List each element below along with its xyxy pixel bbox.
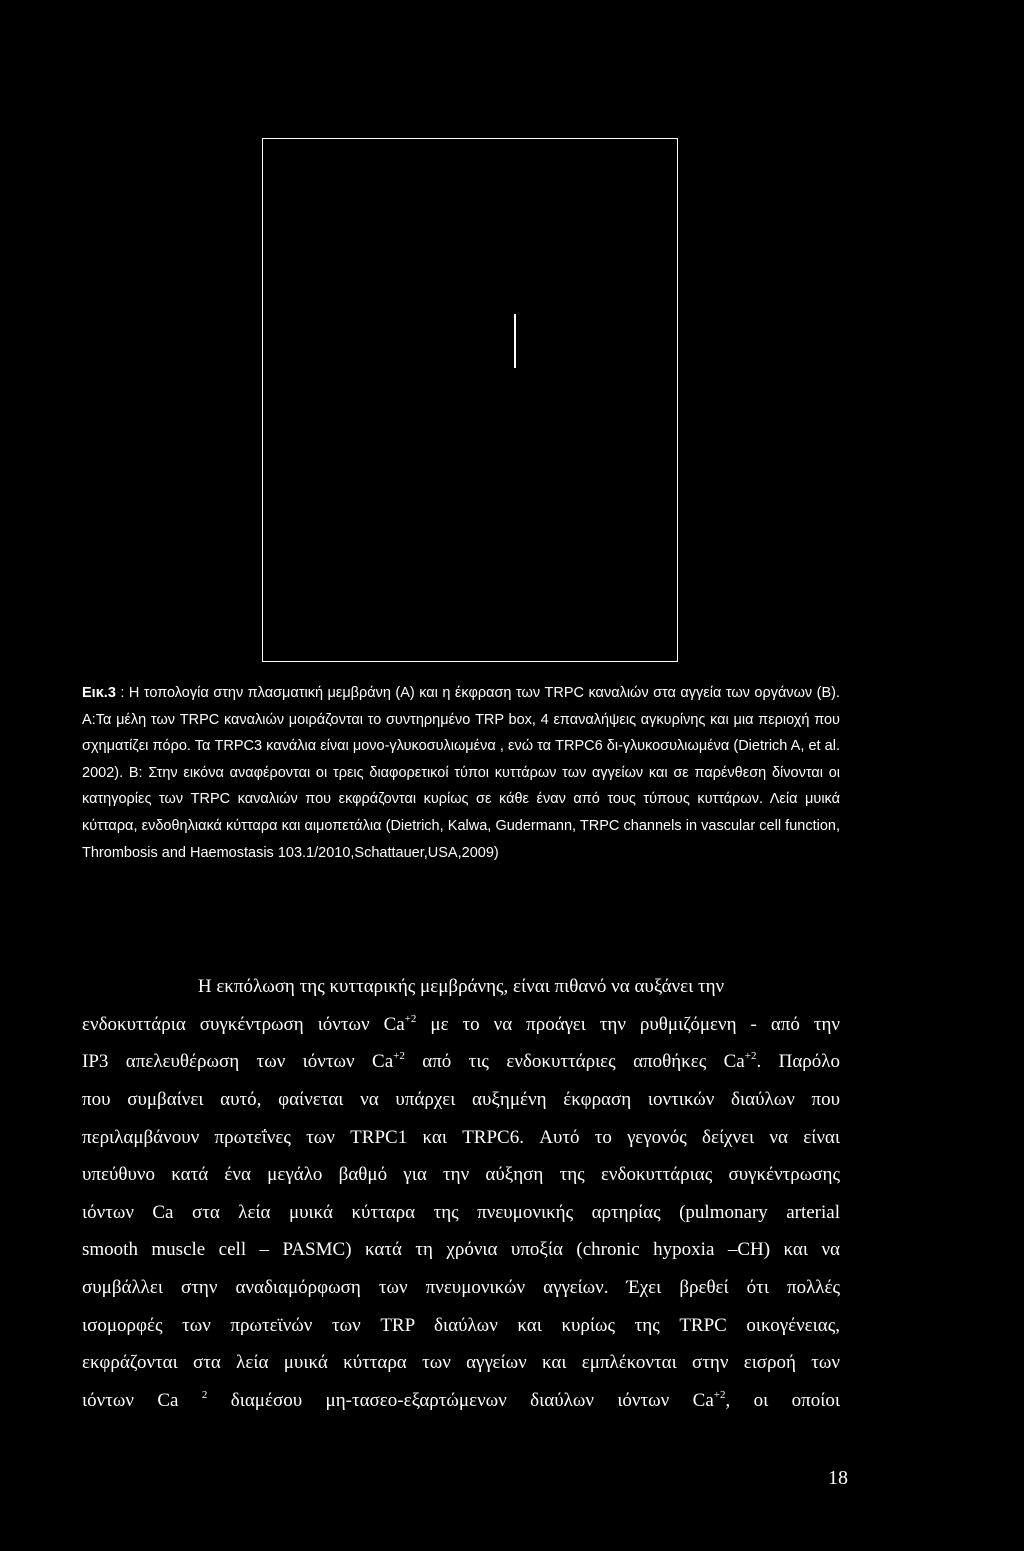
figure-placeholder [262,138,678,662]
superscript: +2 [393,1050,405,1063]
caption-text: : Η τοπολογία στην πλασματική μεμβράνη (Α) και η έκφραση των TRPC καναλιών στα αγγεία των οργάνων (Β). Α:Τα μέλη των TRPC καναλιών μοιράζονται το συντηρημένο TRP box, 4 επαναλήψεις αγκυρίνης και μια περιοχή που σχηματίζει πόρο. Τα TRPC3 κανάλια είναι μονο-γλυκοσυλιωμένα , ενώ τα TRPC6 δι-γλυκοσυλιωμένα (Dietrich A, et al. 2002). Β: Στην εικόνα αναφέρονται οι τρεις διαφορετικοί τύποι κυττάρων των αγγείων και σε παρένθεση δίνονται οι κατηγορίες των TRPC καναλιών που εκφράζονται κυρίως σε κάθε έναν από τους τύπους κυττάρων. Λεία μυικά κύτταρα, ενδοθηλιακά κύτταρα και αιμοπετάλια (Dietrich, Kalwa, Gudermann, TRPC channels in vascular cell function, Thrombosis and Haemostasis 103.1/2010,Schattauer,USA,2009) [82,685,840,861]
body-line: εκφράζονται στα λεία μυικά κύτταρα των αγγείων και εμπλέκονται στην εισροή των [82,1352,840,1374]
page-number: 18 [828,1467,848,1489]
body-text-segment: από τις ενδοκυττάριες αποθήκες Ca [404,1051,745,1073]
body-text-segment: ιόντων Ca [82,1390,202,1412]
body-text-segment: με το να προάγει την ρυθμιζόμενη - από την [416,1013,840,1035]
body-line: συμβάλλει στην αναδιαμόρφωση των πνευμονικών αγγείων. Έχει βρεθεί ότι πολλές [82,1277,840,1299]
superscript: +2 [713,1389,726,1402]
figure-caption [82,680,840,866]
superscript: +2 [404,1012,417,1025]
body-text-segment: ενδοκυττάρια συγκέντρωση ιόντων Ca [82,1013,405,1035]
caption-label: Εικ.3 [82,685,116,701]
body-text-segment: διαμέσου μη-τασεο-εξαρτώμενων διαύλων ιόντων Ca [207,1390,714,1412]
body-line: ιόντων Ca στα λεία μυικά κύτταρα της πνευμονικής αρτηρίας (pulmonary arterial [82,1201,840,1223]
body-line: περιλαμβάνουν πρωτεΐνες των TRPC1 και TRPC6. Αυτό το γεγονός δείχνει να είναι [82,1126,840,1148]
body-line [82,1382,840,1420]
body-line [82,1006,840,1044]
body-line: Η εκπόλωση της κυτταρικής μεμβράνης, είναι πιθανό να αυξάνει την [197,976,725,997]
superscript: +2 [744,1050,757,1063]
body-line: που συμβαίνει αυτό, φαίνεται να υπάρχει αυξημένη έκφραση ιοντικών διαύλων που [82,1088,840,1110]
body-paragraph [82,968,840,1420]
body-line: ισομορφές των πρωτεϊνών των TRP διαύλων και κυρίως της TRPC οικογένειας, [82,1314,840,1336]
body-text-segment: . Παρόλο [756,1051,840,1073]
body-text-segment: IP3 απελευθέρωση των ιόντων Ca [82,1051,394,1073]
body-line [82,1043,840,1081]
figure-mark [514,314,516,368]
superscript: 2 [201,1389,208,1402]
body-text-segment: , οι οποίοι [725,1390,840,1412]
body-line: υπεύθυνο κατά ένα μεγάλο βαθμό για την αύξηση της ενδοκυττάριας συγκέντρωσης [82,1164,840,1186]
body-line: smooth muscle cell – PASMC) κατά τη χρόνια υποξία (chronic hypoxia –CH) και να [82,1239,840,1261]
